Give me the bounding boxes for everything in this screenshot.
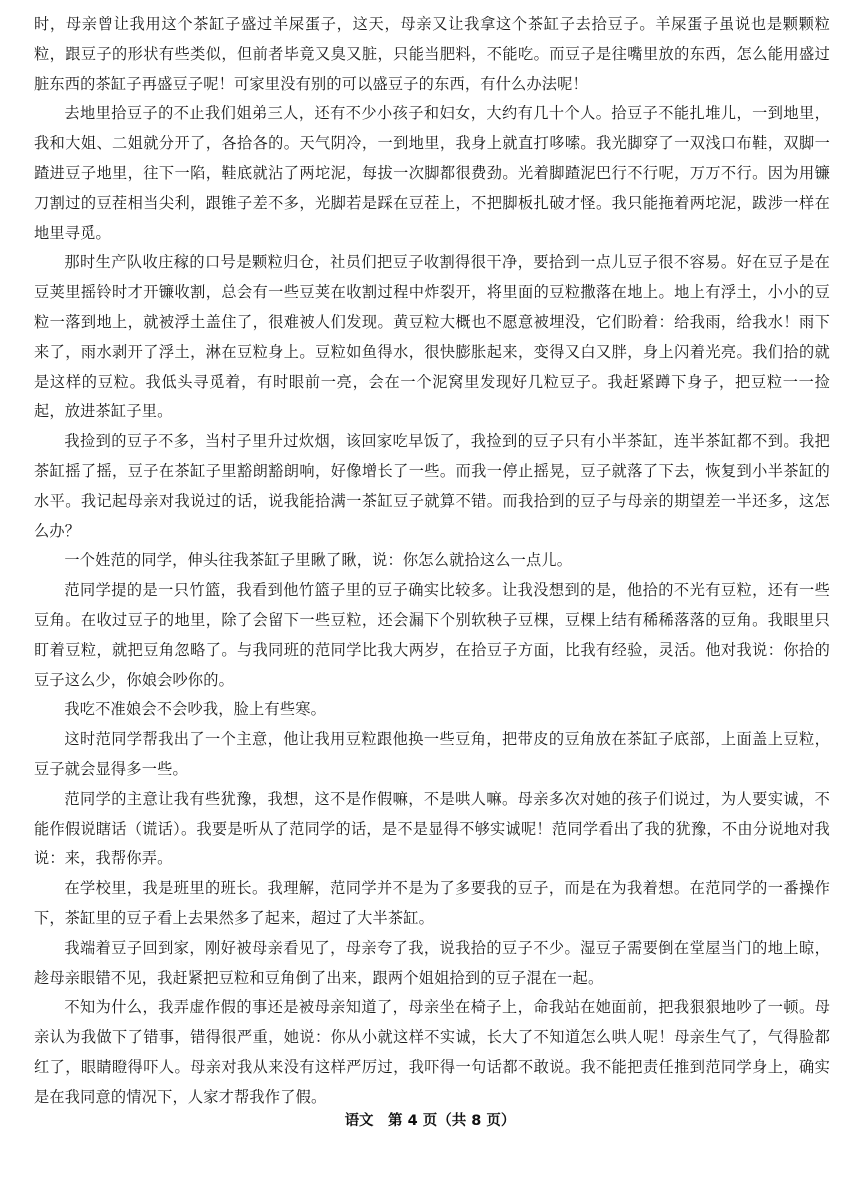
paragraph-7: 我吃不准娘会不会吵我，脸上有些寒。 bbox=[64, 700, 326, 719]
paragraph-11: 我端着豆子回到家，刚好被母亲看见了，母亲夸了我，说我拾的豆子不少。湿豆子需要倒在堂屋当门的地上晾，趁母亲眼错不见，我赶紧把豆粒和豆角倒了出来，跟两个姐姐拾到的豆子混在一起。 bbox=[34, 938, 830, 987]
paragraph-4: 我捡到的豆子不多，当村子里升过炊烟，该回家吃早饭了，我捡到的豆子只有小半茶缸，连半茶缸都不到。我把茶缸摇了摇，豆子在茶缸子里豁朗豁朗响，好像增长了一些。而我一停止摇晃，豆子就落了下去，恢复到小半茶缸的水平。我记起母亲对我说过的话，说我能拾满一茶缸豆子就算不错。而我拾到的豆子与母亲的期望差一半还多，这怎么办？ bbox=[34, 432, 830, 540]
paragraph-6: 范同学提的是一只竹篮，我看到他竹篮子里的豆子确实比较多。让我没想到的是，他拾的不光有豆粒，还有一些豆角。在收过豆子的地里，除了会留下一些豆粒，还会漏下个别软秧子豆棵，豆棵上结有稀稀落落的豆角。我眼里只盯着豆粒，就把豆角忽略了。与我同班的范同学比我大两岁，在拾豆子方面，比我有经验，灵活。他对我说：你拾的豆子这么少，你娘会吵你的。 bbox=[34, 581, 830, 689]
page-footer: 语文 第 4 页（共 8 页） bbox=[344, 1113, 516, 1129]
paragraph-2: 去地里拾豆子的不止我们姐弟三人，还有不少小孩子和妇女，大约有几十个人。拾豆子不能扎堆儿，一到地里，我和大姐、二姐就分开了，各拾各的。天气阴冷，一到地里，我身上就直打哆嗦。我光脚穿了一双浅口布鞋，双脚一蹅进豆子地里，往下一陷，鞋底就沾了两坨泥，每拔一次脚都很费劲。光着脚蹅泥巴行不行呢，万万不行。因为用镰刀割过的豆茬相当尖利，跟锥子差不多，光脚若是踩在豆茬上，不把脚板扎破才怪。我只能拖着两坨泥，跋涉一样在地里寻觅。 bbox=[34, 104, 830, 242]
paragraph-10: 在学校里，我是班里的班长。我理解，范同学并不是为了多要我的豆子，而是在为我着想。在范同学的一番操作下，茶缸里的豆子看上去果然多了起来，超过了大半茶缸。 bbox=[34, 879, 830, 927]
paragraph-12: 不知为什么，我弄虚作假的事还是被母亲知道了，母亲坐在椅子上，命我站在她面前，把我狠狠地吵了一顿。母亲认为我做下了错事，错得很严重，她说：你从小就这样不实诚，长大了不知道怎么哄人呢！母亲生气了，气得脸都红了，眼睛瞪得吓人。母亲对我从来没有这样严厉过，我吓得一句话都不敢说。我不能把责任推到范同学身上，确实是在我同意的情况下，人家才帮我作了假。 bbox=[34, 998, 830, 1106]
paragraph-8: 这时范同学帮我出了一个主意，他让我用豆粒跟他换一些豆角，把带皮的豆角放在茶缸子底部，上面盖上豆粒，豆子就会显得多一些。 bbox=[34, 730, 830, 778]
paragraph-5: 一个姓范的同学，伸头往我茶缸子里瞅了瞅，说：你怎么就拾这么一点儿。 bbox=[64, 551, 573, 570]
paragraph-1: 时，母亲曾让我用这个茶缸子盛过羊屎蛋子，这天，母亲又让我拿这个茶缸子去拾豆子。羊屎蛋子虽说也是颗颗粒粒，跟豆子的形状有些类似，但前者毕竟又臭又脏，只能当肥料，不能吃。而豆子是往嘴里放的东西，怎么能用盛过脏东西的茶缸子再盛豆子呢！可家里没有别的可以盛豆子的东西，有什么办法呢！ bbox=[34, 15, 830, 93]
paragraph-9: 范同学的主意让我有些犹豫，我想，这不是作假嘛，不是哄人嘛。母亲多次对她的孩子们说过，为人要实诚，不能作假说瞎话（谎话）。我要是听从了范同学的话，是不是显得不够实诚呢！范同学看出了我的犹豫，不由分说地对我说：来，我帮你弄。 bbox=[34, 789, 830, 868]
paragraph-3: 那时生产队收庄稼的口号是颗粒归仓，社员们把豆子收割得很干净，要拾到一点儿豆子很不容易。好在豆子是在豆荚里摇铃时才开镰收割，总会有一些豆荚在收割过程中炸裂开，将里面的豆粒撒落在地上。地上有浮土，小小的豆粒一落到地上，就被浮土盖住了，很难被人们发现。黄豆粒大概也不愿意被埋没，它们盼着：给我雨，给我水！雨下来了，雨水剥开了浮土，淋在豆粒身上。豆粒如鱼得水，很快膨胀起来，变得又白又胖，身上闪着光亮。我们拾的就是这样的豆粒。我低头寻觅着，有时眼前一亮，会在一个泥窝里发现好几粒豆子。我赶紧蹲下身子，把豆粒一一捡起，放进茶缸子里。 bbox=[34, 253, 830, 421]
article-body bbox=[34, 10, 830, 1112]
